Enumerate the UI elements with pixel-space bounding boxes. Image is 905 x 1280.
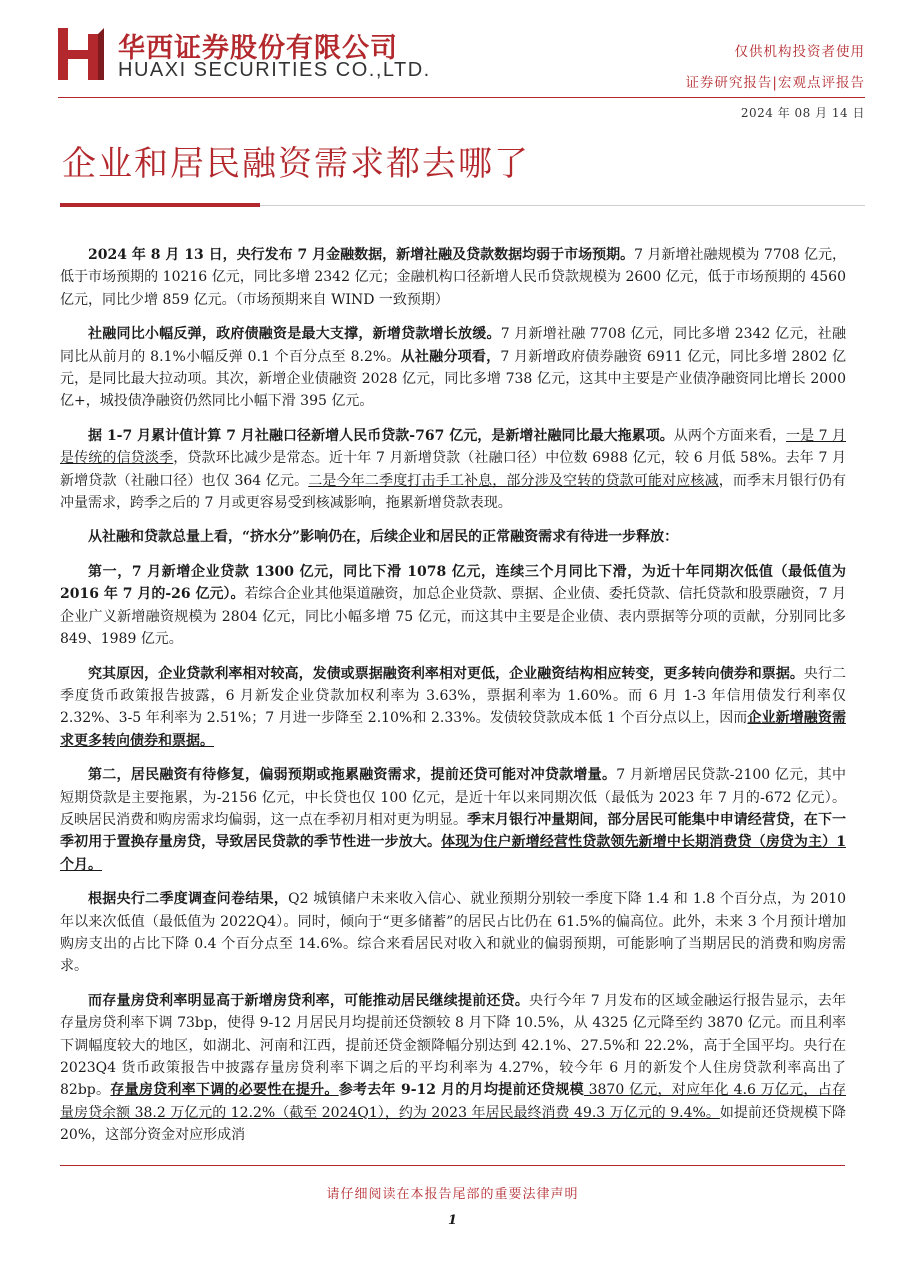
company-name-cn: 华西证券股份有限公司 — [118, 33, 398, 64]
text-run: 央行今年 7 月发布的区域金融运行报告显示，去年存量房贷利率下调 73bp，使得 9-12 月居民月均提前还贷额较 8 月下降 10.5%，从 4325 亿元降至约 3870 亿元。而且利率下调幅度较大的地区，如湖北、河南和江西，提前还贷金额降幅分别达到 42.1%、27.5%和 22.2%，高于全国平均。央行在 2023Q4 货币政策报告中披露存量房贷利率下调之后的平均利率为 4.27%，较今年 6 月的新发个人住房贷款利率高出了 82bp。 — [60, 992, 847, 1099]
body-paragraph — [60, 663, 846, 753]
text-run: 若综合企业其他渠道融资，加总企业贷款、票据、企业债、委托贷款、信托贷款和股票融资，7 月企业广义新增融资规模为 2804 亿元，同比小幅多增 75 亿元，而这其中主要是企业债、表内票据等分项的贡献，分别同比多 849、1989 亿元。 — [60, 586, 846, 648]
report-date: 2024 年 08 月 14 日 — [740, 106, 865, 120]
huaxi-logo-icon — [58, 28, 104, 80]
text-run: 央行二季度货币政策报告披露，6 月新发企业贷款加权利率为 3.63%，票据利率为 1.60%。而 6 月 1-3 年信用债发行利率仅 2.32%、3-5 年利率为 2.51%；7 月进一步降至 2.10%和 2.33%。发债较贷款成本低 1 个百分点以上，因而 — [60, 665, 846, 727]
header-divider — [58, 97, 865, 98]
body-paragraph — [60, 888, 846, 978]
text-run: Q2 城镇储户未来收入信心、就业预期分别较一季度下降 1.4 和 1.8 个百分点，为 2010 年以来次低值（最低值为 2022Q4）。同时，倾向于“更多储蓄”的居民占比仍在 61.5%的偏高位。此外，未来 3 个月预计增加购房支出的占比下降 0.4 个百分点至 14.6%。综合来看居民对收入和就业的偏弱预期，可能影响了当期居民的消费和购房需求。 — [60, 891, 847, 975]
title-accent-bar — [60, 203, 260, 207]
text-run: 季末月银行冲量期间，部分居民可能集中申请经营贷，在下一季初用于置换存量房贷，导致居民贷款的季节性进一步放大。 — [60, 811, 847, 851]
company-name-en: HUAXI SECURITIES CO.,LTD. — [118, 59, 431, 81]
text-run: 3870 亿元，对应年化 4.6 万亿元，占存量房贷余额 38.2 万亿元的 12.2%（截至 2024Q1），约为 2023 年居民最终消费 49.3 万亿元的 9.4%。 — [60, 1082, 846, 1121]
footer-divider — [60, 1165, 845, 1166]
title-divider — [260, 205, 865, 206]
text-run: 从两个方面来看， — [673, 427, 787, 444]
text-run: ，贷款环比减少是常态。近十年 7 月新增贷款（社融口径）中位数 6988 亿元，较 6 月低 58%。去年 7 月新增贷款（社融口径）也仅 364 亿元。 — [60, 450, 846, 489]
text-run: 企业新增融资需求更多转向债券和票据。 — [60, 710, 846, 749]
text-run: 据 1-7 月累计值计算 7 月社融口径新增人民币贷款-767 亿元，是新增社融同比最大拖累项。 — [88, 427, 674, 444]
body-paragraph — [60, 561, 846, 651]
report-type: 证券研究报告|宏观点评报告 — [685, 75, 865, 91]
text-run: 从社融分项看， — [400, 348, 501, 365]
text-run: 究其原因，企业贷款利率相对较高，发债或票据融资利率相对更低，企业融资结构相应转变，更多转向债券和票据。 — [88, 665, 804, 682]
text-run: 根据央行二季度调查问卷结果， — [88, 891, 289, 908]
text-run: 2024 年 8 月 13 日，央行发布 7 月金融数据，新增社融及贷款数据均弱于市场预期。 — [88, 247, 635, 263]
text-run: 7 月新增政府债券融资 6911 亿元，同比多增 2802 亿元，是同比最大拉动项。其次，新增企业债融资 2028 亿元，同比多增 738 亿元，这其中主要是产业债净融资同比增长 2000 亿+，城投债净融资仍然同比小幅下滑 395 亿元。 — [60, 348, 847, 410]
report-header — [0, 0, 905, 125]
legal-notice: 请仔细阅读在本报告尾部的重要法律声明 — [326, 1187, 579, 1202]
text-run: 存量房贷利率下调的必要性在提升。 — [110, 1082, 339, 1099]
report-title: 企业和居民融资需求都去哪了 — [62, 144, 530, 184]
text-run: ，而季末月银行仍有冲量需求，跨季之后的 7 月或更容易受到核减影响，拖累新增贷款表现。 — [60, 472, 847, 512]
text-run: 7 月新增社融规模为 7708 亿元，低于市场预期的 10216 亿元，同比多增 2342 亿元；金融机构口径新增人民币贷款规模为 2600 亿元，低于市场预期的 4560 亿元，同比少增 859 亿元。（市场预期来自 WIND 一致预期） — [60, 247, 846, 308]
text-run: 7 月新增居民贷款-2100 亿元，其中短期贷款是主要拖累，为-2156 亿元，中长贷也仅 100 亿元，是近十年以来同期次低（最低为 2023 年 7 月的-672 亿元）。反映居民消费和购房需求均偏弱，这一点在季初月相对更为明显。 — [60, 767, 846, 828]
body-paragraph — [60, 323, 846, 413]
audience-note: 仅供机构投资者使用 — [734, 44, 865, 60]
text-run: 从社融和贷款总量上看，“挤水分”影响仍在，后续企业和居民的正常融资需求有待进一步释放： — [88, 529, 679, 546]
text-run: 一是 7 月是传统的信贷淡季 — [60, 427, 847, 467]
text-run: 第二，居民融资有待修复，偏弱预期或拖累融资需求，提前还贷可能对冲贷款增量。 — [88, 767, 617, 784]
body-paragraph — [60, 244, 846, 311]
text-run: 第一，7 月新增企业贷款 1300 亿元，同比下滑 1078 亿元，连续三个月同比下滑，为近十年同期次低值（最低值为 2016 年 7 月的-26 亿元）。 — [60, 563, 846, 603]
text-run: 体现为住户新增经营性贷款领先新增中长期消费贷（房贷为主）1 个月。 — [60, 834, 846, 873]
text-run: 二是今年二季度打击手工补息，部分涉及空转的贷款可能对应核减 — [308, 472, 719, 489]
text-run: 如提前还贷规模下降 20%，这部分资金对应形成消 — [60, 1104, 846, 1144]
report-body — [60, 244, 846, 1159]
body-paragraph — [60, 425, 846, 515]
body-paragraph — [60, 990, 846, 1147]
body-paragraph — [60, 764, 846, 876]
page-number: 1 — [447, 1213, 458, 1228]
text-run: 7 月新增社融 7708 亿元，同比多增 2342 亿元，社融同比从前月的 8.1%小幅反弹 0.1 个百分点至 8.2%。 — [60, 326, 846, 365]
text-run: 社融同比小幅反弹，政府债融资是最大支撑，新增贷款增长放缓。 — [88, 326, 501, 343]
body-paragraph — [60, 526, 846, 548]
text-run: 参考去年 9-12 月的月均提前还贷规模 — [338, 1082, 584, 1099]
text-run: 而存量房贷利率明显高于新增房贷利率，可能推动居民继续提前还贷。 — [88, 992, 530, 1009]
